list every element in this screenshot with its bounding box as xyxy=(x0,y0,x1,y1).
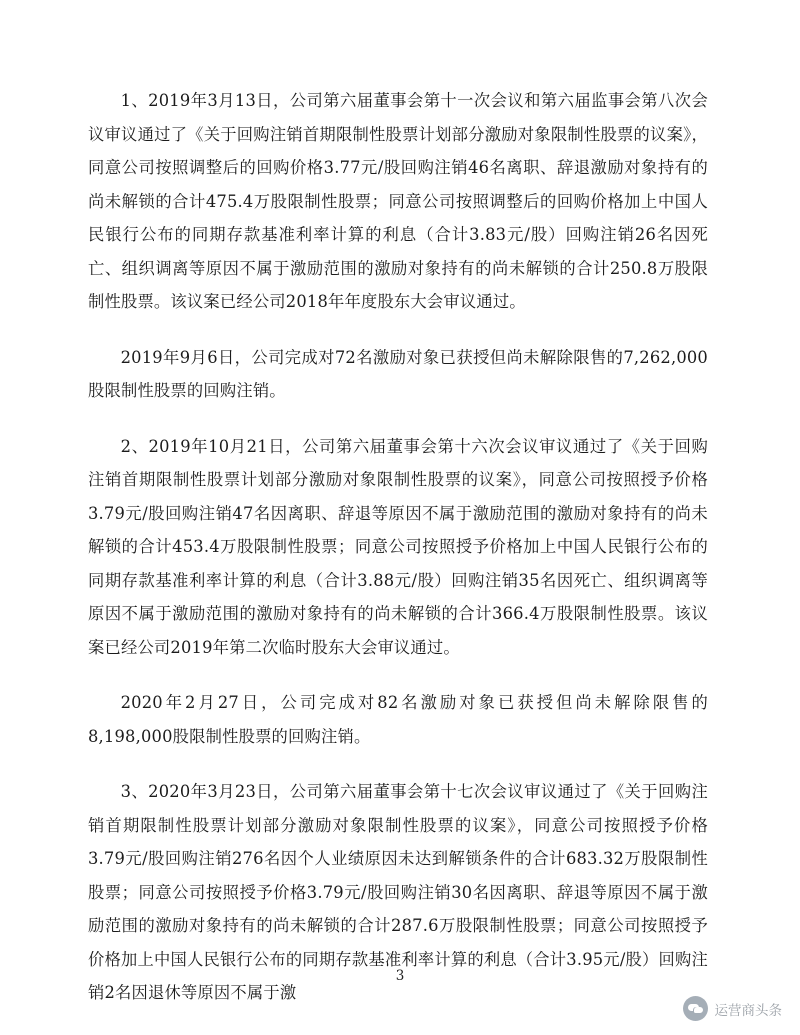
watermark-label: 运营商头条 xyxy=(714,1002,782,1019)
document-body xyxy=(88,84,708,1010)
paragraph: 2019年9月6日，公司完成对72名激励对象已获授但尚未解除限售的7,262,000股限制性股票的回购注销。 xyxy=(88,347,708,400)
paragraph: 1、2019年3月13日，公司第六届董事会第十一次会议和第六届监事会第八次会议审议通过了《关于回购注销首期限制性股票计划部分激励对象限制性股票的议案》，同意公司按照调整后的回购价格3.77元/股回购注销46名离职、辞退激励对象持有的尚未解锁的合计475.4万股限制性股票；同意公司按照调整后的回购价格加上中国人民银行公布的同期存款基准利率计算的利息（合计3.83元/股）回购注销26名因死亡、组织调离等原因不属于激励范围的激励对象持有的尚未解锁的合计250.8万股限制性股票。该议案已经公司2018年年度股东大会审议通过。 xyxy=(88,91,708,311)
paragraph: 2020年2月27日，公司完成对82名激励对象已获授但尚未解除限售的8,198,000股限制性股票的回购注销。 xyxy=(88,693,708,746)
page-number: 3 xyxy=(395,968,405,984)
paragraph: 2、2019年10月21日，公司第六届董事会第十六次会议审议通过了《关于回购注销首期限制性股票计划部分激励对象限制性股票的议案》，同意公司按照授予价格3.79元/股回购注销47名因离职、辞退等原因不属于激励范围的激励对象持有的尚未解锁的合计453.4万股限制性股票；同意公司按照授予价格加上中国人民银行公布的同期存款基准利率计算的利息（合计3.88元/股）回购注销35名因死亡、组织调离等原因不属于激励范围的激励对象持有的尚未解锁的合计366.4万股限制性股票。该议案已经公司2019年第二次临时股东大会审议通过。 xyxy=(88,436,708,657)
speech-bubble-icon xyxy=(683,996,708,1021)
paragraph: 3、2020年3月23日，公司第六届董事会第十七次会议审议通过了《关于回购注销首期限制性股票计划部分激励对象限制性股票的议案》，同意公司按照授予价格3.79元/股回购注销276名因个人业绩原因未达到解锁条件的合计683.32万股限制性股票；同意公司按照授予价格3.79元/股回购注销30名因离职、辞退等原因不属于激励范围的激励对象持有的尚未解锁的合计287.6万股限制性股票；同意公司按照授予价格加上中国人民银行公布的同期存款基准利率计算的利息（合计3.95元/股）回购注销2名因退休等原因不属于激 xyxy=(88,782,708,1002)
watermark xyxy=(683,996,783,1021)
